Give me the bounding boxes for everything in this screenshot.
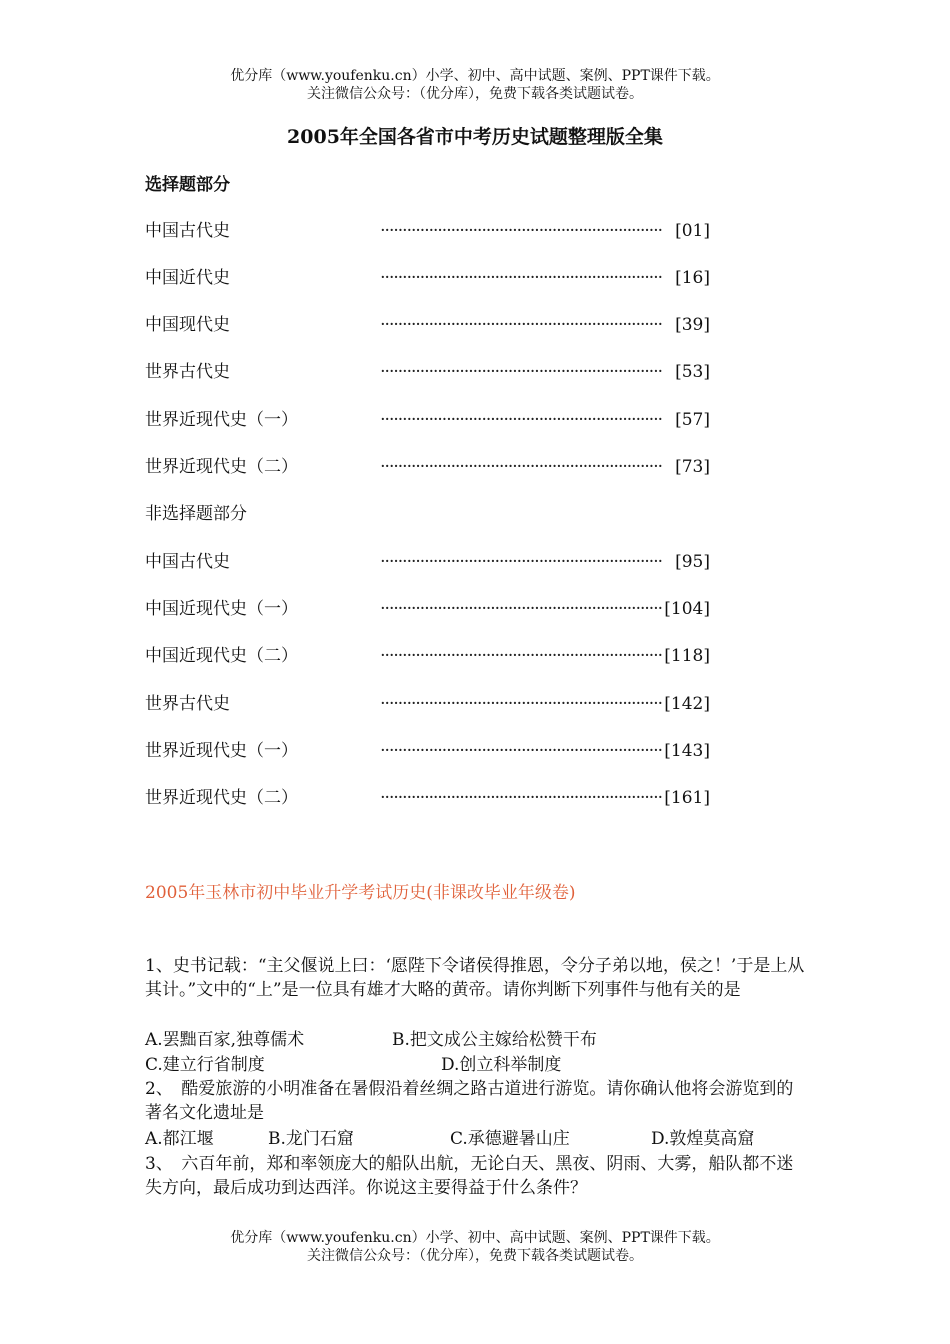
page-header <box>0 67 950 103</box>
footer-line-1: 优分库（www.youfenku.cn）小学、初中、高中试题、案例、PPT课件下载。 <box>230 1230 720 1246</box>
option-d: D.创立科举制度 <box>441 1055 562 1075</box>
toc-leader-dots: ································································ <box>380 694 662 714</box>
toc-leader-dots: ································································ <box>380 315 662 335</box>
page-footer <box>0 1229 950 1265</box>
toc-row[interactable] <box>145 408 710 432</box>
option-a: A.都江堰 <box>145 1129 214 1149</box>
document-title: 2005年全国各省市中考历史试题整理版全集 <box>287 126 663 148</box>
toc-label: 世界近现代史（一） <box>145 410 298 430</box>
toc-label: 中国现代史 <box>145 315 230 335</box>
toc-leader-dots: ································································ <box>380 788 662 808</box>
toc-row[interactable] <box>145 644 710 668</box>
toc-leader-dots: ································································ <box>380 457 662 477</box>
toc-row[interactable] <box>145 313 710 337</box>
toc-page: [53] <box>675 362 710 382</box>
toc-page: [142] <box>664 694 710 714</box>
toc-page: [73] <box>675 457 710 477</box>
toc-label: 中国古代史 <box>145 221 230 241</box>
toc-page: [57] <box>675 410 710 430</box>
toc-row[interactable] <box>145 597 710 621</box>
toc-label: 中国近代史 <box>145 268 230 288</box>
option-c: C.承德避暑山庄 <box>450 1129 570 1149</box>
toc-leader-dots: ································································ <box>380 221 662 241</box>
option-b: B.把文成公主嫁给松赞干布 <box>392 1030 597 1050</box>
nonchoice-section-heading: 非选择题部分 <box>145 504 247 524</box>
toc-label: 中国古代史 <box>145 552 230 572</box>
question-3: 3、 六百年前，郑和率领庞大的船队出航，无论白天、黑夜、阴雨、大雾，船队都不迷失方向，最后成功到达西洋。你说这主要得益于什么条件？ <box>145 1154 794 1198</box>
toc-label: 中国近现代史（一） <box>145 599 298 619</box>
toc-leader-dots: ································································ <box>380 552 662 572</box>
toc-page: [39] <box>675 315 710 335</box>
toc-page: [95] <box>675 552 710 572</box>
question-1-options-row-1 <box>145 1028 810 1052</box>
toc-leader-dots: ································································ <box>380 268 662 288</box>
toc-label: 世界近现代史（二） <box>145 457 298 477</box>
header-line-2: 关注微信公众号：（优分库），免费下载各类试题试卷。 <box>307 86 643 102</box>
toc-row[interactable] <box>145 455 710 479</box>
toc-row[interactable] <box>145 786 710 810</box>
toc-row[interactable] <box>145 550 710 574</box>
toc-page: [118] <box>664 646 710 666</box>
toc-page: [01] <box>675 221 710 241</box>
toc-page: [161] <box>664 788 710 808</box>
toc-row[interactable] <box>145 739 710 763</box>
option-a: A.罢黜百家,独尊儒术 <box>145 1030 305 1050</box>
footer-line-2: 关注微信公众号：（优分库），免费下载各类试题试卷。 <box>307 1248 643 1264</box>
toc-page: [143] <box>664 741 710 761</box>
toc-leader-dots: ································································ <box>380 362 662 382</box>
choice-section-heading: 选择题部分 <box>145 175 230 195</box>
toc-label: 世界近现代史（二） <box>145 788 298 808</box>
toc-leader-dots: ································································ <box>380 599 662 619</box>
toc-row[interactable] <box>145 266 710 290</box>
toc-leader-dots: ································································ <box>380 741 662 761</box>
toc-label: 世界古代史 <box>145 362 230 382</box>
toc-page: [16] <box>675 268 710 288</box>
toc-leader-dots: ································································ <box>380 646 662 666</box>
toc-row[interactable] <box>145 692 710 716</box>
toc-row[interactable] <box>145 219 710 243</box>
exam-title: 2005年玉林市初中毕业升学考试历史(非课改毕业年级卷) <box>145 883 576 903</box>
option-b: B.龙门石窟 <box>268 1129 354 1149</box>
header-line-1: 优分库（www.youfenku.cn）小学、初中、高中试题、案例、PPT课件下载。 <box>230 68 720 84</box>
toc-row[interactable] <box>145 360 710 384</box>
question-1-options-row-2 <box>145 1053 810 1077</box>
toc-label: 中国近现代史（二） <box>145 646 298 666</box>
toc-leader-dots: ································································ <box>380 410 662 430</box>
toc-label: 世界古代史 <box>145 694 230 714</box>
option-c: C.建立行省制度 <box>145 1055 265 1075</box>
question-2-options <box>145 1127 810 1151</box>
toc-label: 世界近现代史（一） <box>145 741 298 761</box>
question-2: 2、 酷爱旅游的小明准备在暑假沿着丝绸之路古道进行游览。请你确认他将会游览到的著名文化遗址是 <box>145 1079 794 1123</box>
option-d: D.敦煌莫高窟 <box>651 1129 755 1149</box>
toc-page: [104] <box>664 599 710 619</box>
question-1: 1、史书记载：“主父偃说上曰：‘愿陛下令诸侯得推恩，令分子弟以地，侯之！’于是上从其计。”文中的“上”是一位具有雄才大略的黄帝。请你判断下列事件与他有关的是 <box>145 956 805 1000</box>
